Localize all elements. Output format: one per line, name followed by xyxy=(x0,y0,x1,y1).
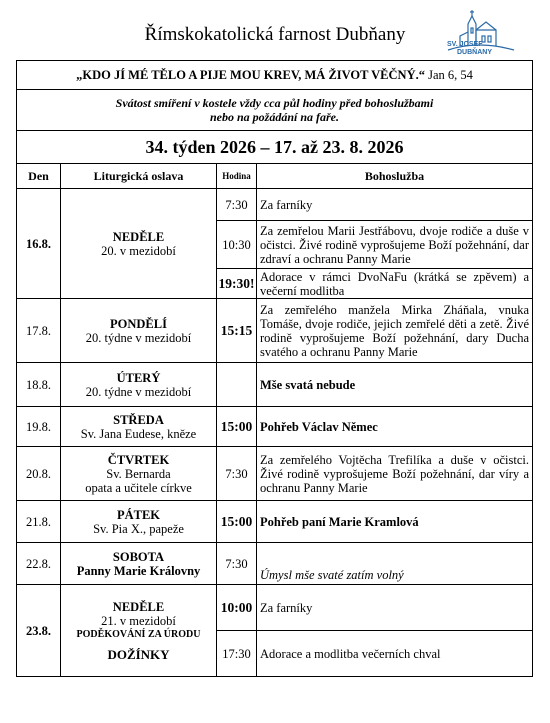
liturgy-name: SOBOTA xyxy=(112,549,165,564)
day-date: 21.8. xyxy=(17,501,61,543)
event-time xyxy=(217,363,257,407)
event-time: 7:30 xyxy=(217,189,257,221)
column-header-row xyxy=(17,164,533,189)
logo-text-top: SV. JOSEF xyxy=(447,41,483,48)
parish-title: Římskokatolická farnost Dubňany xyxy=(144,24,406,45)
liturgy-name: NEDĚLE xyxy=(112,599,165,614)
confession-row xyxy=(17,90,533,131)
confession-line-2: nebo na požádání na faře. xyxy=(209,110,340,124)
event-time: 10:30 xyxy=(217,221,257,269)
week-title: 34. týden 2026 – 17. až 23. 8. 2026 xyxy=(17,131,533,164)
liturgy-cell xyxy=(61,363,217,407)
quote-reference: Jan 6, 54 xyxy=(428,68,473,82)
quote-text: „KDO JÍ MÉ TĚLO A PIJE MOU KREV, MÁ ŽIVOT VĚČNÝ.“ xyxy=(76,68,425,82)
quote-row xyxy=(17,61,533,90)
header xyxy=(0,0,550,60)
liturgy-sub-2: PODĚKOVÁNÍ ZA ÚRODU xyxy=(76,628,201,640)
day-date: 20.8. xyxy=(17,447,61,501)
day-date: 18.8. xyxy=(17,363,61,407)
table-row xyxy=(17,299,533,363)
liturgy-cell xyxy=(61,447,217,501)
table-row xyxy=(17,407,533,447)
event-time: 15:00 xyxy=(217,501,257,543)
liturgy-name: ČTVRTEK xyxy=(107,452,170,467)
event-text: Adorace a modlitba večerních chval xyxy=(257,631,533,677)
day-date: 23.8. xyxy=(17,585,61,677)
column-header-day: Den xyxy=(17,164,61,189)
liturgy-sub: Sv. Jana Eudese, kněze xyxy=(80,426,197,441)
liturgy-cell xyxy=(61,585,217,677)
column-header-time: Hodina xyxy=(217,164,257,189)
liturgy-sub: Panny Marie Královny xyxy=(76,563,201,578)
event-text: Pohřeb paní Marie Kramlová xyxy=(257,501,533,543)
liturgy-sub: Sv. Pia X., papeže xyxy=(93,521,184,536)
event-text: Za farníky xyxy=(257,189,533,221)
liturgy-sub-2: opata a učitele církve xyxy=(85,480,192,495)
liturgy-sub: 21. v mezidobí xyxy=(101,613,176,628)
liturgy-cell xyxy=(61,543,217,585)
liturgy-name: STŘEDA xyxy=(113,412,164,427)
liturgy-cell xyxy=(61,501,217,543)
table-row xyxy=(17,585,533,631)
event-time: 19:30! xyxy=(217,269,257,299)
event-time: 15:15 xyxy=(217,299,257,363)
week-title-row xyxy=(17,131,533,164)
table-row xyxy=(17,189,533,221)
event-time: 7:30 xyxy=(217,543,257,585)
day-date: 16.8. xyxy=(17,189,61,299)
confession-line-1: Svátost smíření v kostele vždy cca půl hodiny před bohoslužbami xyxy=(115,96,434,110)
event-text: Za farníky xyxy=(257,585,533,631)
liturgy-cell xyxy=(61,189,217,299)
table-row xyxy=(17,543,533,585)
event-text: Za zemřelého manžela Mirka Zháňala, vnuka Tomáše, dvoje rodiče, jejich zemřelé děti a zetě. Živé rodině vyprošujeme Boží požehnání, dary Ducha svatého a ochranu Panny Marie xyxy=(257,299,533,363)
liturgy-name: NEDĚLE xyxy=(112,229,165,244)
event-text: Za zemřelou Marii Jestřábovu, dvoje rodiče a duše v očistci. Živé rodině vyprošujeme Boží požehnání, dar zdraví a ochranu Panny Marie xyxy=(257,221,533,269)
event-time: 7:30 xyxy=(217,447,257,501)
event-text: Za zemřelého Vojtěcha Trefilíka a duše v očistci. Živé rodině vyprošujeme Boží požehnání, dar víry a ochranu Panny Marie xyxy=(257,447,533,501)
liturgy-name: PÁTEK xyxy=(116,507,161,522)
event-time: 10:00 xyxy=(217,585,257,631)
day-date: 17.8. xyxy=(17,299,61,363)
table-row xyxy=(17,501,533,543)
liturgy-cell xyxy=(61,407,217,447)
logo-text-bottom: DUBŇANY xyxy=(457,49,492,56)
column-header-service: Bohoslužba xyxy=(257,164,533,189)
column-header-liturgy: Liturgická oslava xyxy=(61,164,217,189)
liturgy-sub: 20. týdne v mezidobí xyxy=(85,330,192,345)
event-text: Mše svatá nebude xyxy=(257,363,533,407)
liturgy-sub: 20. v mezidobí xyxy=(101,243,176,258)
event-time: 15:00 xyxy=(217,407,257,447)
liturgy-sub: 20. týdne v mezidobí xyxy=(85,384,192,399)
liturgy-sub: Sv. Bernarda xyxy=(106,466,171,481)
day-date: 19.8. xyxy=(17,407,61,447)
event-time: 17:30 xyxy=(217,631,257,677)
schedule-table xyxy=(16,60,533,677)
event-text: Pohřeb Václav Němec xyxy=(257,407,533,447)
liturgy-sub-3: DOŽÍNKY xyxy=(107,646,170,662)
liturgy-cell xyxy=(61,299,217,363)
table-row xyxy=(17,363,533,407)
event-text: Úmysl mše svaté zatím volný xyxy=(257,543,533,585)
event-text: Adorace v rámci DvoNaFu (krátká se zpěvem) a večerní modlitba xyxy=(257,269,533,299)
day-date: 22.8. xyxy=(17,543,61,585)
liturgy-name: PONDĚLÍ xyxy=(110,316,167,331)
liturgy-name: ÚTERÝ xyxy=(116,370,161,385)
table-row xyxy=(17,447,533,501)
